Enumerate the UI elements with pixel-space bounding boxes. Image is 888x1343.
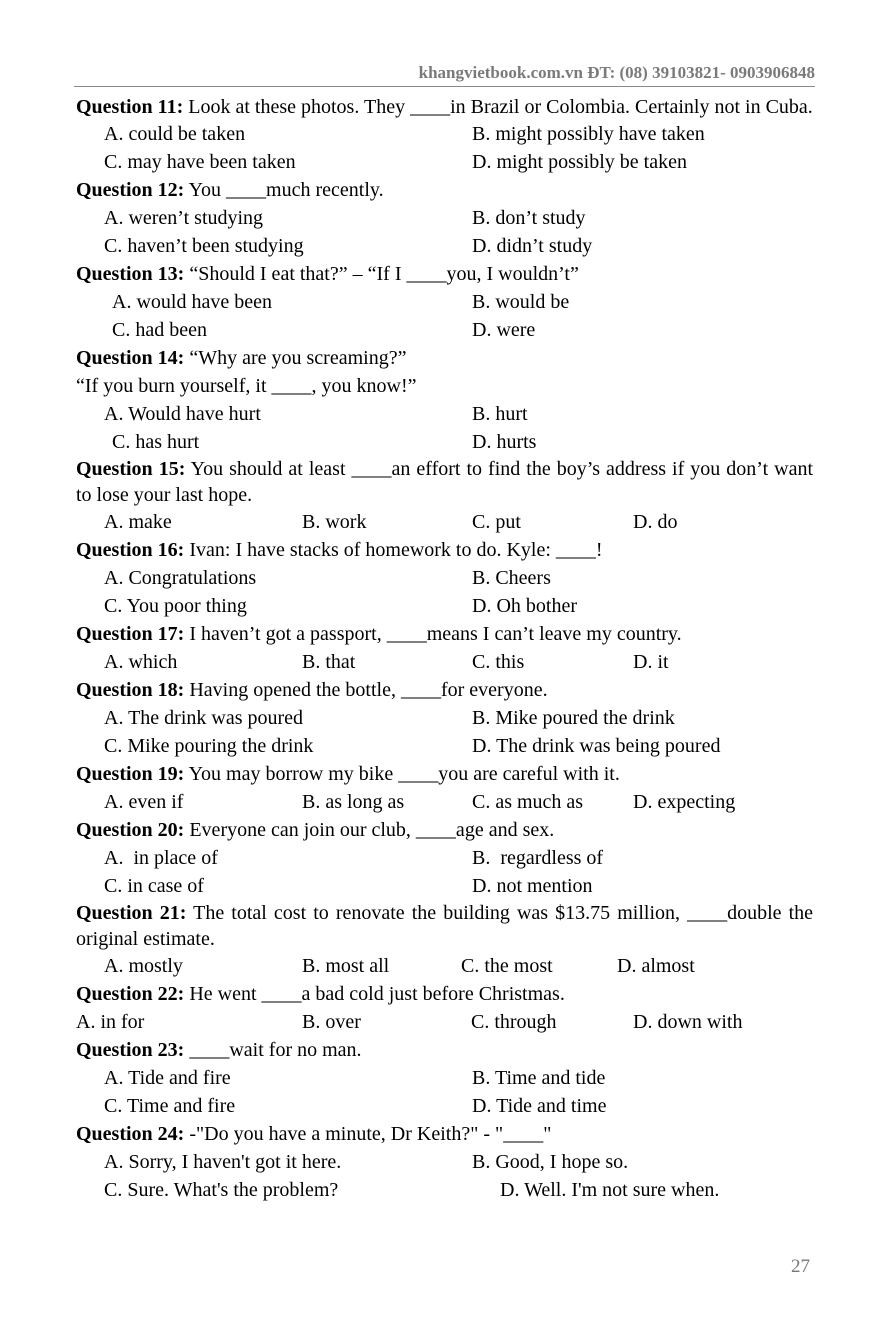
answer-option: C. Mike pouring the drink — [104, 735, 314, 757]
options-row — [76, 120, 813, 148]
answer-option: B. Cheers — [472, 567, 551, 589]
options-row — [76, 316, 813, 344]
question-label: Question 11: — [76, 96, 184, 118]
answer-option: C. through — [471, 1011, 557, 1033]
options-row — [76, 1176, 813, 1204]
question-stem — [76, 456, 813, 508]
question-stem — [76, 344, 813, 372]
question-list — [76, 94, 813, 1204]
question-block — [76, 176, 813, 260]
options-row — [76, 1148, 813, 1176]
options-row — [76, 508, 813, 536]
options-row — [76, 1092, 813, 1120]
question-block — [76, 620, 813, 676]
options-row — [76, 732, 813, 760]
question-stem — [76, 94, 813, 120]
answer-option: D. The drink was being poured — [472, 735, 721, 757]
question-text: You ____much recently. — [184, 179, 384, 201]
answer-option: B. don’t study — [472, 207, 586, 229]
answer-option: D. not mention — [472, 875, 593, 897]
question-block — [76, 676, 813, 760]
question-stem — [76, 760, 813, 788]
answer-option: A. would have been — [112, 291, 272, 313]
question-stem — [76, 1036, 813, 1064]
answer-option: D. down with — [633, 1011, 743, 1033]
options-row — [76, 592, 813, 620]
answer-option: B. Time and tide — [472, 1067, 606, 1089]
answer-option: B. Mike poured the drink — [472, 707, 675, 729]
question-label: Question 22: — [76, 983, 185, 1005]
question-block — [76, 980, 813, 1036]
answer-option: A. Tide and fire — [104, 1067, 231, 1089]
answer-option: D. might possibly be taken — [472, 151, 687, 173]
answer-option: A. Sorry, I haven't got it here. — [104, 1151, 342, 1173]
answer-option: B. hurt — [472, 403, 528, 425]
options-row — [76, 204, 813, 232]
answer-option: A. mostly — [104, 955, 183, 977]
question-label: Question 16: — [76, 539, 185, 561]
answer-option: A. The drink was poured — [104, 707, 304, 729]
question-block — [76, 816, 813, 900]
question-text: Everyone can join our club, ____age and sex. — [184, 819, 555, 841]
question-block — [76, 260, 813, 344]
answer-option: C. in case of — [104, 875, 204, 897]
answer-option: A. Would have hurt — [104, 403, 261, 425]
question-text: Look at these photos. They ____in Brazil or Colombia. Certainly not in Cuba. — [183, 96, 813, 118]
question-label: Question 20: — [76, 819, 185, 841]
question-block — [76, 94, 813, 176]
options-row — [76, 844, 813, 872]
question-stem — [76, 816, 813, 844]
question-text: He went ____a bad cold just before Christmas. — [184, 983, 565, 1005]
question-stem — [76, 536, 813, 564]
answer-option: B. might possibly have taken — [472, 123, 705, 145]
options-row — [76, 1064, 813, 1092]
answer-option: B. regardless of — [472, 847, 604, 869]
answer-option: A. make — [104, 511, 172, 533]
options-row — [76, 704, 813, 732]
answer-option: A. which — [104, 651, 178, 673]
answer-option: D. expecting — [633, 791, 736, 813]
answer-option: C. You poor thing — [104, 595, 247, 617]
answer-option: D. hurts — [472, 431, 537, 453]
page-header — [74, 63, 815, 87]
answer-option: C. has hurt — [112, 431, 200, 453]
question-label: Question 12: — [76, 179, 185, 201]
answer-option: B. that — [302, 651, 356, 673]
question-text: You may borrow my bike ____you are careful with it. — [184, 763, 620, 785]
options-row — [76, 428, 813, 456]
options-row — [76, 148, 813, 176]
answer-option: A. in place of — [104, 847, 218, 869]
options-row — [76, 400, 813, 428]
options-row — [76, 1008, 813, 1036]
answer-option: D. Tide and time — [472, 1095, 607, 1117]
question-label: Question 13: — [76, 263, 185, 285]
header-site: khangvietbook.com.vn — [418, 63, 583, 82]
question-text: You should at least ____an effort to find the boy’s address if you don’t want to lose your last hope. — [76, 458, 814, 506]
options-row — [76, 872, 813, 900]
question-stem — [76, 1120, 813, 1148]
question-text: Having opened the bottle, ____for everyone. — [184, 679, 548, 701]
answer-option: C. had been — [112, 319, 207, 341]
answer-option: D. were — [472, 319, 536, 341]
answer-option: C. as much as — [472, 791, 584, 813]
question-label: Question 21: — [76, 902, 187, 924]
question-label: Question 23: — [76, 1039, 185, 1061]
answer-option: C. may have been taken — [104, 151, 296, 173]
options-row — [76, 288, 813, 316]
question-block — [76, 456, 813, 536]
options-row — [76, 952, 813, 980]
answer-option: B. work — [302, 511, 367, 533]
answer-option: A. in for — [76, 1011, 145, 1033]
answer-option: D. Well. I'm not sure when. — [500, 1179, 720, 1201]
question-block — [76, 1036, 813, 1120]
question-stem — [76, 176, 813, 204]
answer-option: D. Oh bother — [472, 595, 577, 617]
header-phone: ĐT: (08) 39103821- 0903906848 — [587, 63, 815, 82]
question-text: ____wait for no man. — [184, 1039, 362, 1061]
answer-option: B. over — [302, 1011, 361, 1033]
answer-option: A. Congratulations — [104, 567, 257, 589]
question-stem — [76, 980, 813, 1008]
page-number: 27 — [791, 1256, 810, 1277]
question-text: “Should I eat that?” – “If I ____you, I wouldn’t” — [184, 263, 579, 285]
question-text-line2: “If you burn yourself, it ____, you know!” — [76, 375, 417, 397]
answer-option: A. weren’t studying — [104, 207, 264, 229]
question-label: Question 14: — [76, 347, 185, 369]
question-stem — [76, 900, 813, 952]
question-text: “Why are you screaming?” — [184, 347, 407, 369]
question-text: I haven’t got a passport, ____means I can’t leave my country. — [184, 623, 682, 645]
options-row — [76, 564, 813, 592]
question-label: Question 19: — [76, 763, 185, 785]
question-block — [76, 344, 813, 456]
answer-option: B. as long as — [302, 791, 405, 813]
question-label: Question 18: — [76, 679, 185, 701]
answer-option: A. even if — [104, 791, 184, 813]
question-label: Question 15: — [76, 458, 186, 480]
answer-option: C. put — [472, 511, 521, 533]
answer-option: C. this — [472, 651, 525, 673]
options-row — [76, 648, 813, 676]
question-label: Question 17: — [76, 623, 185, 645]
answer-option: C. haven’t been studying — [104, 235, 304, 257]
options-row — [76, 232, 813, 260]
question-block — [76, 760, 813, 816]
answer-option: D. it — [633, 651, 669, 673]
answer-option: C. the most — [461, 955, 553, 977]
question-block — [76, 1120, 813, 1204]
answer-option: B. would be — [472, 291, 570, 313]
question-block — [76, 900, 813, 980]
answer-option: A. could be taken — [104, 123, 246, 145]
question-text: The total cost to renovate the building was $13.75 million, ____double the original estimate. — [76, 902, 814, 950]
question-text: Ivan: I have stacks of homework to do. Kyle: ____! — [184, 539, 603, 561]
answer-option: B. Good, I hope so. — [472, 1151, 629, 1173]
options-row — [76, 788, 813, 816]
answer-option: D. didn’t study — [472, 235, 593, 257]
question-block — [76, 536, 813, 620]
answer-option: D. do — [633, 511, 678, 533]
answer-option: D. almost — [617, 955, 695, 977]
question-stem — [76, 676, 813, 704]
answer-option: B. most all — [302, 955, 390, 977]
answer-option: C. Sure. What's the problem? — [104, 1179, 339, 1201]
question-label: Question 24: — [76, 1123, 185, 1145]
question-stem — [76, 260, 813, 288]
question-text: -"Do you have a minute, Dr Keith?" - "____" — [184, 1123, 552, 1145]
answer-option: C. Time and fire — [104, 1095, 236, 1117]
question-stem — [76, 620, 813, 648]
